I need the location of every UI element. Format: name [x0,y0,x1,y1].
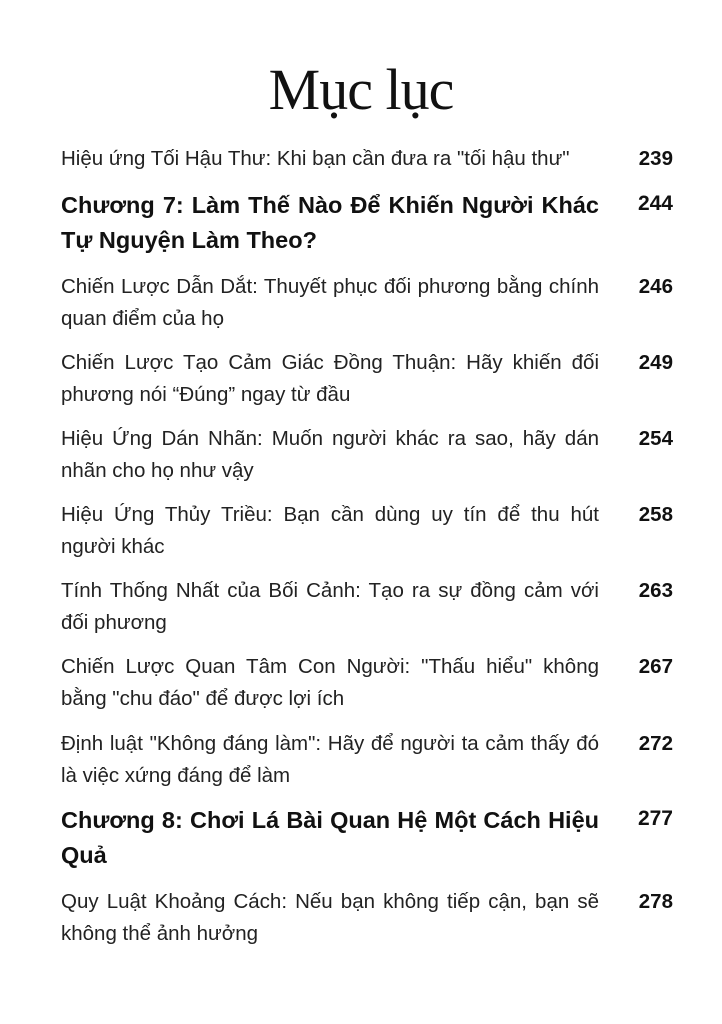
toc-chapter-entry [61,803,673,873]
toc-entry [61,271,673,335]
toc-entry-page: 254 [638,427,673,450]
toc-entry-title: Chiến Lược Tạo Cảm Giác Đồng Thuận: Hãy khiến đối phương nói “Đúng” ngay từ đầu [61,351,599,406]
toc-entry [61,886,673,950]
toc-entry [61,347,673,411]
toc-entry-page: 246 [638,275,673,298]
toc-entry-title: Quy Luật Khoảng Cách: Nếu bạn không tiếp cận, bạn sẽ không thể ảnh hưởng [61,890,599,945]
toc-entry-title: Định luật "Không đáng làm": Hãy để người ta cảm thấy đó là việc xứng đáng để làm [61,732,599,787]
toc-entry-title: Chiến Lược Quan Tâm Con Người: "Thấu hiểu" không bằng "chu đáo" để được lợi ích [61,655,599,710]
toc-entry-page: 278 [638,890,673,913]
toc-entry [61,575,673,639]
toc-entry-page: 277 [637,807,673,830]
toc-entry-title: Chiến Lược Dẫn Dắt: Thuyết phục đối phương bằng chính quan điểm của họ [61,275,599,330]
toc-entry-page: 239 [638,147,673,170]
toc-entry-title: Tính Thống Nhất của Bối Cảnh: Tạo ra sự đồng cảm với đối phương [61,579,599,634]
toc-entry-page: 263 [638,579,673,602]
toc-entry-title: Hiệu ứng Tối Hậu Thư: Khi bạn cần đưa ra "tối hậu thư" [61,147,570,170]
toc-entry-page: 267 [638,655,673,678]
toc-entry-title: Hiệu Ứng Thủy Triều: Bạn cần dùng uy tín để thu hút người khác [61,503,599,558]
page-title: Mục lục [268,57,454,122]
toc-entry-page: 258 [638,503,673,526]
toc-entry [61,499,673,563]
toc-entry-page: 244 [637,192,673,215]
toc-entry-page: 249 [638,351,673,374]
toc-entry [61,728,673,792]
toc-chapter-title: Chương 8: Chơi Lá Bài Quan Hệ Một Cách Hiệu Quả [61,807,599,868]
toc-entry-page: 272 [638,732,673,755]
toc-chapter-entry [61,188,673,258]
toc-entry-title: Hiệu Ứng Dán Nhãn: Muốn người khác ra sao, hãy dán nhãn cho họ như vậy [61,427,599,482]
toc-entry [61,143,673,175]
toc-chapter-title: Chương 7: Làm Thế Nào Để Khiến Người Khác Tự Nguyện Làm Theo? [61,192,599,253]
toc-entry [61,423,673,487]
toc-entry [61,651,673,715]
